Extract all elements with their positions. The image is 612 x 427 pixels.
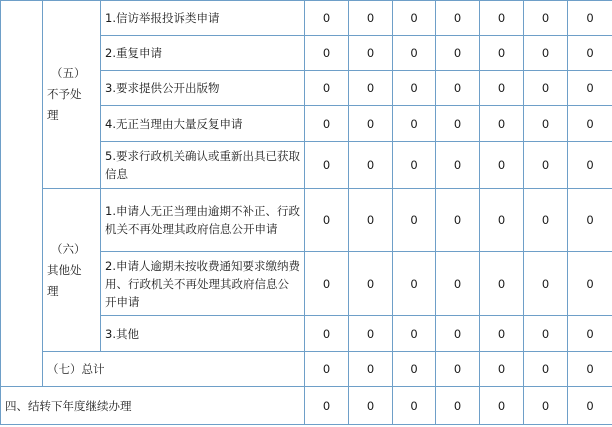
- value-cell: 0: [436, 106, 480, 142]
- value-cell: 0: [524, 352, 568, 387]
- value-cell: 0: [393, 106, 436, 142]
- value-cell: 0: [349, 316, 393, 352]
- item-label: 4.无正当理由大量反复申请: [101, 106, 305, 142]
- section6-category-name: [47, 239, 86, 302]
- value-cell: 0: [524, 387, 568, 425]
- value-cell: 0: [480, 252, 524, 316]
- value-cell: 0: [480, 71, 524, 106]
- value-cell: 0: [436, 352, 480, 387]
- value-cell: 0: [568, 36, 612, 71]
- value-cell: 0: [480, 1, 524, 36]
- item-label: 3.要求提供公开出版物: [101, 71, 305, 106]
- value-cell: 0: [305, 36, 349, 71]
- value-cell: 0: [436, 189, 480, 252]
- value-cell: 0: [568, 252, 612, 316]
- section5-category-label: [43, 1, 101, 189]
- value-cell: 0: [349, 142, 393, 189]
- item-label: 2.重复申请: [101, 36, 305, 71]
- value-cell: 0: [524, 252, 568, 316]
- value-cell: 0: [568, 387, 612, 425]
- section6-category-label: [43, 189, 101, 352]
- table-row: [1, 189, 612, 252]
- value-cell: 0: [436, 252, 480, 316]
- total-label: （七）总计: [43, 352, 305, 387]
- section5-category-number: （五）: [51, 66, 86, 80]
- value-cell: 0: [436, 36, 480, 71]
- value-cell: 0: [305, 352, 349, 387]
- table-row: [1, 1, 612, 36]
- value-cell: 0: [524, 189, 568, 252]
- left-margin-cell: [1, 1, 43, 387]
- carryover-label: 四、结转下年度继续办理: [1, 387, 305, 425]
- section6-category-number: （六）: [51, 241, 86, 256]
- value-cell: 0: [436, 142, 480, 189]
- section5-category-name: [47, 63, 86, 126]
- value-cell: 0: [524, 1, 568, 36]
- value-cell: 0: [393, 316, 436, 352]
- value-cell: 0: [349, 252, 393, 316]
- value-cell: 0: [393, 36, 436, 71]
- item-label: 2.申请人逾期未按收费通知要求缴纳费用、行政机关不再处理其政府信息公开申请: [101, 252, 305, 316]
- item-label: 1.申请人无正当理由逾期不补正、行政机关不再处理其政府信息公开申请: [101, 189, 305, 252]
- value-cell: 0: [305, 106, 349, 142]
- value-cell: 0: [568, 106, 612, 142]
- value-cell: 0: [393, 1, 436, 36]
- value-cell: 0: [436, 71, 480, 106]
- carryover-row: [1, 387, 612, 425]
- value-cell: 0: [393, 142, 436, 189]
- section5-category-text-line1: 不予处: [47, 87, 82, 101]
- value-cell: 0: [568, 316, 612, 352]
- value-cell: 0: [436, 387, 480, 425]
- value-cell: 0: [480, 142, 524, 189]
- value-cell: 0: [349, 36, 393, 71]
- section6-category-text-line2: 理: [47, 283, 59, 298]
- value-cell: 0: [393, 352, 436, 387]
- value-cell: 0: [524, 106, 568, 142]
- item-label: 5.要求行政机关确认或重新出具已获取信息: [101, 142, 305, 189]
- item-label: 1.信访举报投诉类申请: [101, 1, 305, 36]
- value-cell: 0: [305, 189, 349, 252]
- value-cell: 0: [480, 106, 524, 142]
- value-cell: 0: [524, 71, 568, 106]
- value-cell: 0: [524, 36, 568, 71]
- value-cell: 0: [568, 1, 612, 36]
- value-cell: 0: [524, 142, 568, 189]
- value-cell: 0: [349, 352, 393, 387]
- value-cell: 0: [568, 352, 612, 387]
- table-body: [1, 1, 612, 425]
- total-row: [1, 352, 612, 387]
- value-cell: 0: [480, 387, 524, 425]
- value-cell: 0: [393, 71, 436, 106]
- value-cell: 0: [436, 316, 480, 352]
- value-cell: 0: [568, 71, 612, 106]
- value-cell: 0: [305, 316, 349, 352]
- value-cell: 0: [524, 316, 568, 352]
- value-cell: 0: [393, 252, 436, 316]
- value-cell: 0: [436, 1, 480, 36]
- value-cell: 0: [480, 316, 524, 352]
- value-cell: 0: [305, 71, 349, 106]
- value-cell: 0: [305, 1, 349, 36]
- value-cell: 0: [480, 352, 524, 387]
- value-cell: 0: [349, 1, 393, 36]
- value-cell: 0: [480, 189, 524, 252]
- value-cell: 0: [349, 387, 393, 425]
- value-cell: 0: [305, 252, 349, 316]
- item-label: 3.其他: [101, 316, 305, 352]
- value-cell: 0: [568, 189, 612, 252]
- value-cell: 0: [349, 189, 393, 252]
- value-cell: 0: [305, 142, 349, 189]
- value-cell: 0: [393, 189, 436, 252]
- value-cell: 0: [349, 71, 393, 106]
- value-cell: 0: [349, 106, 393, 142]
- value-cell: 0: [480, 36, 524, 71]
- section6-category-text-line1: 其他处: [47, 262, 82, 277]
- value-cell: 0: [393, 387, 436, 425]
- value-cell: 0: [568, 142, 612, 189]
- section5-category-text-line2: 理: [47, 108, 59, 122]
- value-cell: 0: [305, 387, 349, 425]
